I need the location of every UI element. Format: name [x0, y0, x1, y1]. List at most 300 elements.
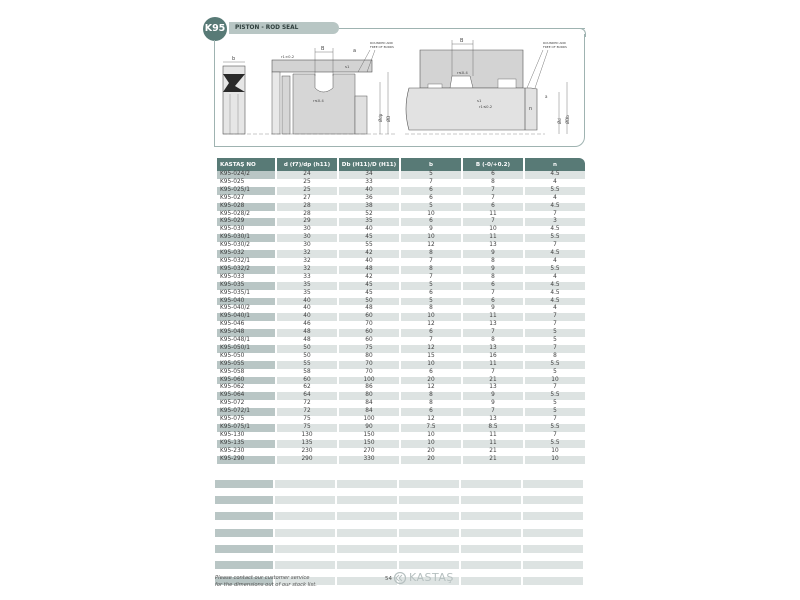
label-rounded-left-2: FREE OF BURRS — [370, 45, 394, 49]
empty-cell — [275, 512, 335, 520]
table-row — [217, 195, 585, 203]
cell-n: 5 — [525, 329, 585, 337]
cell-n: 4 — [525, 179, 585, 187]
cell-kastas-no: K95-033 — [217, 274, 275, 282]
footer-note-line-1: Please contact our customer service — [215, 575, 310, 581]
cell-Db: 270 — [339, 448, 399, 456]
cell-b: 10 — [401, 361, 461, 369]
cell-kastas-no: K95-058 — [217, 369, 275, 377]
cell-Db: 84 — [339, 408, 399, 416]
empty-cell — [275, 496, 335, 504]
brand-logo — [393, 571, 454, 584]
cell-Db: 70 — [339, 321, 399, 329]
cell-Db: 38 — [339, 203, 399, 211]
cell-kastas-no: K95-048/1 — [217, 337, 275, 345]
cell-n: 5.5 — [525, 392, 585, 400]
cell-d: 35 — [277, 290, 337, 298]
cell-kastas-no: K95-028 — [217, 203, 275, 211]
cell-d: 230 — [277, 448, 337, 456]
table-row — [217, 321, 585, 329]
cell-d: 50 — [277, 345, 337, 353]
cell-d: 64 — [277, 392, 337, 400]
table-row — [217, 408, 585, 416]
cell-B: 9 — [463, 392, 523, 400]
cell-n: 5.5 — [525, 424, 585, 432]
label-Db: ØDb — [565, 115, 570, 124]
cell-d: 75 — [277, 416, 337, 424]
cell-b: 5 — [401, 282, 461, 290]
empty-cell — [523, 561, 583, 569]
cell-Db: 48 — [339, 266, 399, 274]
cell-n: 7 — [525, 211, 585, 219]
cell-n: 4.5 — [525, 282, 585, 290]
cell-B: 7 — [463, 195, 523, 203]
cell-b: 7 — [401, 337, 461, 345]
empty-cell — [275, 480, 335, 488]
cell-d: 32 — [277, 258, 337, 266]
cell-n: 7 — [525, 313, 585, 321]
cell-n: 7 — [525, 345, 585, 353]
cell-B: 13 — [463, 384, 523, 392]
cell-Db: 330 — [339, 456, 399, 464]
cell-d: 130 — [277, 432, 337, 440]
cell-b: 10 — [401, 313, 461, 321]
table-row — [217, 424, 585, 432]
cell-n: 7 — [525, 416, 585, 424]
table-row — [217, 456, 585, 464]
dimensions-table — [215, 158, 587, 464]
cell-d: 28 — [277, 203, 337, 211]
cell-B: 8 — [463, 337, 523, 345]
cell-b: 8 — [401, 266, 461, 274]
empty-table-row — [215, 480, 585, 488]
table-row — [217, 400, 585, 408]
cell-B: 16 — [463, 353, 523, 361]
cell-n: 7 — [525, 384, 585, 392]
cell-B: 6 — [463, 203, 523, 211]
cell-B: 21 — [463, 377, 523, 385]
column-header-B: B (-0/+0.2) — [463, 158, 523, 171]
empty-cell — [337, 480, 397, 488]
cell-d: 25 — [277, 187, 337, 195]
cell-Db: 45 — [339, 290, 399, 298]
cell-d: 60 — [277, 377, 337, 385]
empty-cell — [461, 496, 521, 504]
cell-B: 6 — [463, 282, 523, 290]
cell-b: 6 — [401, 408, 461, 416]
cell-B: 13 — [463, 416, 523, 424]
cell-b: 5 — [401, 298, 461, 306]
cell-kastas-no: K95-072 — [217, 400, 275, 408]
label-r-right: r≤0.4 — [457, 70, 468, 75]
empty-cell — [523, 529, 583, 537]
empty-cell — [337, 496, 397, 504]
cell-b: 12 — [401, 242, 461, 250]
cell-b: 5 — [401, 171, 461, 179]
empty-cell — [275, 529, 335, 537]
cell-kastas-no: K95-032/2 — [217, 266, 275, 274]
table-row — [217, 432, 585, 440]
cell-b: 6 — [401, 369, 461, 377]
table-row — [217, 266, 585, 274]
cell-B: 11 — [463, 313, 523, 321]
table-row — [217, 274, 585, 282]
cell-d: 50 — [277, 353, 337, 361]
empty-cell — [337, 561, 397, 569]
cell-kastas-no: K95-032 — [217, 250, 275, 258]
cell-n: 4 — [525, 274, 585, 282]
cell-b: 10 — [401, 432, 461, 440]
cell-Db: 42 — [339, 274, 399, 282]
label-r-left: r≤0.4 — [313, 98, 324, 103]
label-n: n — [529, 106, 533, 112]
cell-d: 55 — [277, 361, 337, 369]
empty-cell — [523, 512, 583, 520]
label-s1-right: s1 — [477, 98, 482, 103]
cell-d: 28 — [277, 211, 337, 219]
empty-table-row — [215, 512, 585, 520]
cell-Db: 45 — [339, 282, 399, 290]
cell-n: 4.5 — [525, 290, 585, 298]
label-r1-right: r1≤0.2 — [479, 104, 493, 109]
cell-n: 4 — [525, 195, 585, 203]
empty-table-row — [215, 545, 585, 553]
label-dp: Ødp — [378, 113, 383, 122]
empty-cell — [215, 512, 273, 520]
product-title: PISTON - ROD SEAL — [229, 22, 339, 34]
cell-B: 6 — [463, 298, 523, 306]
label-rounded-left-1: ROUNDED AND — [370, 41, 393, 45]
table-row — [217, 448, 585, 456]
cell-Db: 60 — [339, 313, 399, 321]
cell-kastas-no: K95-290 — [217, 456, 275, 464]
empty-cell — [399, 561, 459, 569]
cell-b: 6 — [401, 329, 461, 337]
footer-note-line-2: for the dimensions out of our stock list. — [215, 581, 317, 588]
cell-kastas-no: K95-035 — [217, 282, 275, 290]
cell-d: 24 — [277, 171, 337, 179]
cell-n: 5.5 — [525, 440, 585, 448]
cell-Db: 40 — [339, 226, 399, 234]
cell-B: 8 — [463, 258, 523, 266]
cell-kastas-no: K95-032/1 — [217, 258, 275, 266]
cell-d: 32 — [277, 266, 337, 274]
cell-n: 4.5 — [525, 226, 585, 234]
label-B-right: B — [460, 38, 464, 44]
cell-B: 7 — [463, 187, 523, 195]
cell-b: 8 — [401, 250, 461, 258]
label-r1-left: r1≈0.2 — [281, 54, 295, 59]
cell-n: 5.5 — [525, 266, 585, 274]
cell-B: 13 — [463, 345, 523, 353]
cell-n: 7 — [525, 321, 585, 329]
table-row — [217, 282, 585, 290]
label-b: b — [232, 56, 236, 62]
header-rule — [339, 28, 585, 29]
cell-n: 4.5 — [525, 203, 585, 211]
cell-B: 11 — [463, 432, 523, 440]
empty-cell — [461, 529, 521, 537]
cell-d: 40 — [277, 313, 337, 321]
cell-n: 4.5 — [525, 171, 585, 179]
cell-d: 46 — [277, 321, 337, 329]
cell-b: 8 — [401, 400, 461, 408]
label-s1-left: s1 — [345, 64, 350, 69]
cell-kastas-no: K95-024/2 — [217, 171, 275, 179]
empty-cell — [399, 545, 459, 553]
cell-b: 8 — [401, 305, 461, 313]
cell-kastas-no: K95-040/1 — [217, 313, 275, 321]
cell-n: 5 — [525, 337, 585, 345]
cell-B: 11 — [463, 211, 523, 219]
column-header-Db: Db (H11)/D (H11) — [339, 158, 399, 171]
table-row — [217, 353, 585, 361]
cell-d: 30 — [277, 234, 337, 242]
table-row — [217, 171, 585, 179]
cell-B: 7 — [463, 329, 523, 337]
cell-d: 48 — [277, 337, 337, 345]
cell-b: 7 — [401, 258, 461, 266]
cell-Db: 150 — [339, 432, 399, 440]
product-code-badge: K95 — [203, 17, 227, 41]
cell-b: 10 — [401, 440, 461, 448]
cell-b: 10 — [401, 211, 461, 219]
table-row — [217, 313, 585, 321]
cell-d: 25 — [277, 179, 337, 187]
label-B-left: B — [321, 46, 325, 52]
table-row — [217, 384, 585, 392]
empty-cell — [337, 512, 397, 520]
footer-note — [215, 575, 317, 588]
cell-kastas-no: K95-135 — [217, 440, 275, 448]
table-row — [217, 392, 585, 400]
cell-n: 7 — [525, 242, 585, 250]
cell-Db: 80 — [339, 353, 399, 361]
cell-B: 8.5 — [463, 424, 523, 432]
cell-d: 72 — [277, 400, 337, 408]
cell-kastas-no: K95-029 — [217, 218, 275, 226]
cell-Db: 35 — [339, 218, 399, 226]
table-row — [217, 187, 585, 195]
cell-d: 35 — [277, 282, 337, 290]
table-body — [217, 171, 585, 464]
cell-b: 15 — [401, 353, 461, 361]
cell-n: 10 — [525, 377, 585, 385]
cell-n: 7 — [525, 432, 585, 440]
cell-b: 20 — [401, 448, 461, 456]
cell-kastas-no: K95-027 — [217, 195, 275, 203]
cell-B: 21 — [463, 448, 523, 456]
cell-Db: 75 — [339, 345, 399, 353]
cell-Db: 80 — [339, 392, 399, 400]
cell-Db: 42 — [339, 250, 399, 258]
empty-cell — [523, 480, 583, 488]
brand-name: KASTAŞ — [409, 571, 454, 584]
cell-Db: 40 — [339, 187, 399, 195]
cell-b: 5 — [401, 203, 461, 211]
cell-B: 9 — [463, 400, 523, 408]
cell-B: 7 — [463, 290, 523, 298]
cell-b: 12 — [401, 416, 461, 424]
empty-cell — [337, 529, 397, 537]
empty-cell — [275, 545, 335, 553]
cell-Db: 36 — [339, 195, 399, 203]
cell-Db: 70 — [339, 361, 399, 369]
cell-d: 72 — [277, 408, 337, 416]
cell-Db: 100 — [339, 377, 399, 385]
cell-Db: 90 — [339, 424, 399, 432]
cell-n: 10 — [525, 456, 585, 464]
technical-drawing — [215, 36, 585, 144]
table-header-row — [217, 158, 585, 171]
empty-table-row — [215, 529, 585, 537]
cell-d: 48 — [277, 329, 337, 337]
cell-kastas-no: K95-030/2 — [217, 242, 275, 250]
cell-kastas-no: K95-035/1 — [217, 290, 275, 298]
table-row — [217, 179, 585, 187]
empty-cell — [399, 480, 459, 488]
cell-kastas-no: K95-050 — [217, 353, 275, 361]
cell-n: 4 — [525, 258, 585, 266]
cell-Db: 50 — [339, 298, 399, 306]
cell-kastas-no: K95-040 — [217, 298, 275, 306]
cell-d: 27 — [277, 195, 337, 203]
cell-d: 62 — [277, 384, 337, 392]
seal-profile — [223, 56, 245, 134]
label-d: Ød — [557, 118, 562, 124]
cell-d: 40 — [277, 305, 337, 313]
label-a-right: a — [545, 94, 548, 99]
table-row — [217, 305, 585, 313]
cell-d: 58 — [277, 369, 337, 377]
cell-n: 10 — [525, 448, 585, 456]
table-row — [217, 329, 585, 337]
empty-cell — [523, 496, 583, 504]
cell-B: 9 — [463, 266, 523, 274]
cell-kastas-no: K95-230 — [217, 448, 275, 456]
empty-cell — [215, 545, 273, 553]
column-header-n: n — [525, 158, 585, 171]
cell-Db: 100 — [339, 416, 399, 424]
cell-kastas-no: K95-055 — [217, 361, 275, 369]
empty-cell — [215, 496, 273, 504]
cell-b: 12 — [401, 384, 461, 392]
cell-n: 4.5 — [525, 250, 585, 258]
cell-n: 4 — [525, 305, 585, 313]
cell-B: 13 — [463, 242, 523, 250]
empty-cell — [461, 480, 521, 488]
column-header-d: d (f7)/dp (h11) — [277, 158, 337, 171]
cell-d: 32 — [277, 250, 337, 258]
cell-n: 5 — [525, 408, 585, 416]
cell-kastas-no: K95-064 — [217, 392, 275, 400]
cell-d: 29 — [277, 218, 337, 226]
table-row — [217, 218, 585, 226]
table-row — [217, 298, 585, 306]
cell-kastas-no: K95-040/2 — [217, 305, 275, 313]
cell-kastas-no: K95-030/1 — [217, 234, 275, 242]
table-row — [217, 242, 585, 250]
cell-kastas-no: K95-130 — [217, 432, 275, 440]
cell-d: 290 — [277, 456, 337, 464]
column-header-b: b — [401, 158, 461, 171]
cell-kastas-no: K95-028/2 — [217, 211, 275, 219]
cell-b: 8 — [401, 392, 461, 400]
cell-Db: 70 — [339, 369, 399, 377]
cell-b: 9 — [401, 226, 461, 234]
cell-n: 5.5 — [525, 361, 585, 369]
cell-b: 6 — [401, 218, 461, 226]
piston-groove-drawing — [223, 41, 395, 134]
cell-n: 8 — [525, 353, 585, 361]
empty-cell — [215, 480, 273, 488]
cell-B: 6 — [463, 171, 523, 179]
cell-b: 6 — [401, 187, 461, 195]
cell-b: 7 — [401, 274, 461, 282]
cell-B: 7 — [463, 369, 523, 377]
cell-B: 11 — [463, 361, 523, 369]
cell-b: 6 — [401, 195, 461, 203]
cell-b: 10 — [401, 234, 461, 242]
cell-n: 5 — [525, 369, 585, 377]
empty-cell — [399, 512, 459, 520]
table-row — [217, 234, 585, 242]
table-row — [217, 258, 585, 266]
table-row — [217, 290, 585, 298]
cell-Db: 48 — [339, 305, 399, 313]
cell-kastas-no: K95-062 — [217, 384, 275, 392]
cell-Db: 40 — [339, 258, 399, 266]
cell-d: 40 — [277, 298, 337, 306]
empty-cell — [215, 561, 273, 569]
cell-d: 135 — [277, 440, 337, 448]
cell-kastas-no: K95-025 — [217, 179, 275, 187]
cell-kastas-no: K95-075/1 — [217, 424, 275, 432]
cell-B: 7 — [463, 408, 523, 416]
cell-kastas-no: K95-075 — [217, 416, 275, 424]
cell-B: 7 — [463, 218, 523, 226]
cell-Db: 33 — [339, 179, 399, 187]
cell-d: 33 — [277, 274, 337, 282]
cell-B: 8 — [463, 274, 523, 282]
table-row — [217, 203, 585, 211]
empty-cell — [461, 561, 521, 569]
cell-kastas-no: K95-025/1 — [217, 187, 275, 195]
cell-b: 7 — [401, 179, 461, 187]
cell-B: 9 — [463, 250, 523, 258]
table-row — [217, 440, 585, 448]
cell-b: 20 — [401, 456, 461, 464]
cell-kastas-no: K95-046 — [217, 321, 275, 329]
cell-B: 9 — [463, 305, 523, 313]
empty-cell — [523, 545, 583, 553]
cell-kastas-no: K95-072/1 — [217, 408, 275, 416]
label-rounded-right-1: ROUNDED AND — [543, 41, 566, 45]
empty-table-row — [215, 496, 585, 504]
table-row — [217, 337, 585, 345]
cell-Db: 34 — [339, 171, 399, 179]
table-row — [217, 226, 585, 234]
cell-b: 20 — [401, 377, 461, 385]
empty-cell — [215, 529, 273, 537]
cell-kastas-no: K95-050/1 — [217, 345, 275, 353]
table-row — [217, 416, 585, 424]
cell-b: 12 — [401, 321, 461, 329]
cell-b: 7.5 — [401, 424, 461, 432]
empty-cell — [523, 577, 583, 585]
cell-Db: 60 — [339, 337, 399, 345]
cell-kastas-no: K95-060 — [217, 377, 275, 385]
